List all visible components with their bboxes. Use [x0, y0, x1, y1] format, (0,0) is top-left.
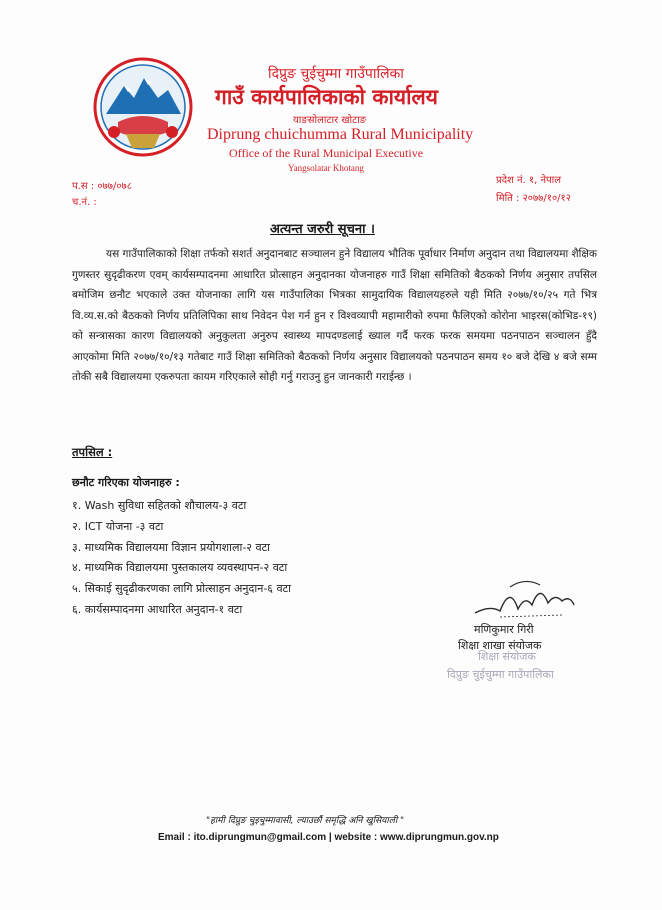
list-item: १. Wash सुविधा सहितको शौचालय-३ वटा — [72, 499, 247, 512]
address-en: Yangsolatar Khotang — [288, 163, 364, 173]
schedule-heading: तपसिल : — [72, 445, 113, 459]
list-item: २. ICT योजना -३ वटा — [72, 519, 164, 533]
list-item: ५. सिकाई सुदृढीकरणका लागि प्रोत्साहन अनुदान-६ वटा — [72, 582, 292, 596]
nepal-emblem-logo — [88, 52, 198, 162]
signatory-title: शिक्षा शाखा संयोजक — [458, 639, 542, 652]
footer-motto: "हामी दिप्रुङ चुइचुम्मावासी, ल्याउछौं समृद्धि अनि खुसियाली " — [206, 816, 405, 826]
letter-number: प.स : ०७७/०७८ — [72, 181, 132, 192]
list-item: ६. कार्यसम्पादनमा आधारित अनुदान-१ वटा — [72, 602, 243, 616]
dispatch-number: च.नं. : — [72, 197, 97, 208]
municipality-name-en: Diprung chuichumma Rural Municipality — [207, 126, 474, 143]
selected-plans-list — [72, 496, 291, 621]
stamp-office: दिप्रुङ चुईचुम्मा गाउँपालिका — [447, 668, 554, 681]
address-np: याङसोलाटार खोटाङ — [293, 115, 367, 126]
list-item: ४. माध्यमिक विद्यालयमा पुस्तकालय व्यवस्थापन-२ वटा — [72, 561, 288, 575]
office-name-en: Office of the Rural Municipal Executive — [229, 146, 424, 160]
municipality-name-np: दिप्रुङ चुईचुम्मा गाउँपालिका — [268, 66, 404, 82]
notice-title: अत्यन्त जरुरी सूचना । — [270, 222, 375, 237]
stamp-title: शिक्षा संयोजक — [478, 650, 536, 663]
letter-date: मिति : २०७७/१०/१२ — [496, 193, 571, 204]
signatory-name: मणिकुमार गिरी — [474, 623, 534, 636]
notice-body: यस गाउँपालिकाको शिक्षा तर्फको सशर्त अनुदानबाट सञ्चालन हुने विद्यालय भौतिक पूर्वाधार निर्माण अनुदान तथा विद्यालयमा शैक्षिक गुणस्तर सुदृढीकरण एवम् कार्यसम्पादनमा आधारित प्रोत्साहन अनुदानका योजनाहरु गाउँ शिक्षा समितिको बैठकको निर्णय अनुसार तपसिल बमोजिम छनौट भएकाले उक्त योजनाका लागि यस गाउँपालिका भित्रका सामुदायिक विद्यालयहरुले यही मिति २०७७/१०/२५ गते भित्र वि.व्य.स.को बैठकको निर्णय प्रतिलिपिका साथ निवेदन पेश गर्न हुन र विश्वव्यापी महामारीको रुपमा फैलिएको कोरोना भाइरस(कोभिड-१९) को सन्त्रासका कारण विद्यालयको अनुकुलता अनुरुप स्वास्थ्य मापदण्डलाई ख्याल गर्दै फरक फरक समयमा पठनपाठन सञ्चालन हुँदै आएकोमा मिति २०७७/१०/१३ गतेबाट गाउँ शिक्षा समितिको बैठकको निर्णय अनुसार विद्यालयको पठनपाठन समय १० बजे देखि ४ बजे सम्म तोकी सबै विद्यालयमा एकरुपता कायम गरिएकाले सोही गर्नु गराउनु हुन जानकारी गराईन्छ । — [72, 248, 597, 383]
selected-plans-title: छनौट गरिएका योजनाहरु : — [72, 476, 180, 489]
footer-contact: Email : ito.diprungmun@gmail.com | website : www.diprungmun.gov.np — [158, 832, 499, 843]
list-item: ३. माध्यमिक विद्यालयमा विज्ञान प्रयोगशाला-२ वटा — [72, 540, 271, 554]
province-label: प्रदेश नं. १, नेपाल — [496, 175, 562, 186]
handwritten-signature — [470, 575, 580, 620]
office-name-np: गाउँ कार्यपालिकाको कार्यालय — [215, 84, 438, 109]
